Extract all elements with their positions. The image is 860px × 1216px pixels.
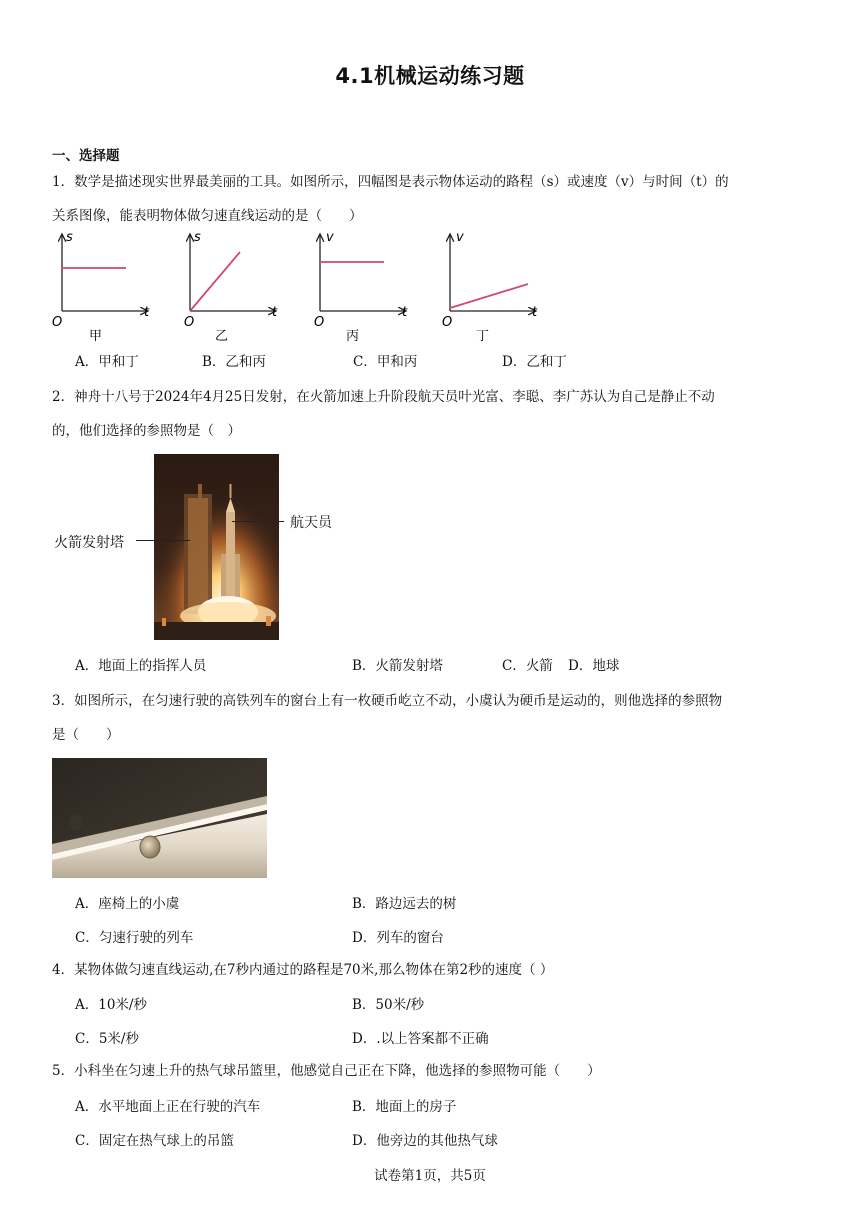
q5-option-c[interactable]: C．固定在热气球上的吊篮 <box>75 1133 234 1149</box>
graph-bing <box>314 230 408 344</box>
question-5-text <box>52 1054 812 1088</box>
page-title: 4.1机械运动练习题 <box>335 64 525 88</box>
tower-pointer-line <box>136 540 190 541</box>
q1-option-a[interactable]: A．甲和丁 <box>75 354 139 370</box>
q5-option-b[interactable]: B．地面上的房子 <box>352 1099 457 1115</box>
graph-jia <box>52 230 150 344</box>
q3-option-c[interactable]: C．匀速行驶的列车 <box>75 930 194 946</box>
question-1-line2: 关系图像，能表明物体做匀速直线运动的是（ ） <box>52 208 363 224</box>
q2-option-c[interactable]: C．火箭 <box>502 658 553 674</box>
astronaut-pointer-line <box>232 521 284 522</box>
q5-option-d[interactable]: D．他旁边的其他热气球 <box>352 1133 498 1149</box>
train-windowsill-photo <box>52 758 267 878</box>
question-1-text <box>52 165 812 233</box>
q4-option-d[interactable]: D．.以上答案都不正确 <box>352 1031 489 1047</box>
graph-yi <box>184 230 278 344</box>
y-axis-label: s <box>66 230 73 245</box>
question-3-text <box>52 684 812 752</box>
question-4-line1: 4．某物体做匀速直线运动,在7秒内通过的路程是70米,那么物体在第2秒的速度（ ） <box>52 962 554 978</box>
origin-label: O <box>52 315 63 330</box>
origin-label: O <box>184 315 195 330</box>
question-2-line2: 的，他们选择的参照物是（ ） <box>52 423 241 439</box>
origin-label: O <box>314 315 325 330</box>
origin-label: O <box>442 315 453 330</box>
q2-option-b[interactable]: B．火箭发射塔 <box>352 658 443 674</box>
x-axis-label: t <box>532 305 538 320</box>
page-footer: 试卷第1页，共5页 <box>374 1168 486 1184</box>
q1-option-d[interactable]: D．乙和丁 <box>502 354 567 370</box>
graph-name: 甲 <box>89 329 103 344</box>
graph-name: 丙 <box>346 329 360 344</box>
q4-option-c[interactable]: C．5米/秒 <box>75 1031 139 1047</box>
x-axis-label: t <box>144 305 150 320</box>
question-3-line2: 是（ ） <box>52 727 120 743</box>
x-axis-label: t <box>402 305 408 320</box>
q1-option-b[interactable]: B．乙和丙 <box>202 354 266 370</box>
graph-line <box>190 252 240 311</box>
q3-option-b[interactable]: B．路边远去的树 <box>352 896 457 912</box>
q3-option-a[interactable]: A．座椅上的小虞 <box>75 896 180 912</box>
q5-option-a[interactable]: A．水平地面上正在行驶的汽车 <box>75 1099 261 1115</box>
question-5-line1: 5．小科坐在匀速上升的热气球吊篮里，他感觉自己正在下降，他选择的参照物可能（ ） <box>52 1063 601 1079</box>
graph-line <box>450 284 528 308</box>
x-axis-label: t <box>272 305 278 320</box>
q4-option-a[interactable]: A．10米/秒 <box>75 997 147 1013</box>
motion-graphs-figure <box>44 228 564 346</box>
graph-name: 乙 <box>215 329 229 344</box>
question-2-text <box>52 380 812 448</box>
question-4-text <box>52 953 812 987</box>
label-astronaut: 航天员 <box>290 515 332 531</box>
q2-option-d[interactable]: D．地球 <box>568 658 620 674</box>
y-axis-label: s <box>194 230 201 245</box>
section-heading: 一、选择题 <box>52 148 120 164</box>
label-launch-tower: 火箭发射塔 <box>54 535 124 551</box>
graph-ding <box>442 230 538 344</box>
rocket-launch-photo <box>154 454 279 640</box>
y-axis-label: v <box>456 230 464 245</box>
q2-option-a[interactable]: A．地面上的指挥人员 <box>75 658 207 674</box>
question-1-line1: 1．数学是描述现实世界最美丽的工具。如图所示，四幅图是表示物体运动的路程（s）或速度（v）与时间（t）的 <box>52 174 729 190</box>
q3-option-d[interactable]: D．列车的窗台 <box>352 930 444 946</box>
graph-name: 丁 <box>476 329 490 344</box>
y-axis-label: v <box>326 230 334 245</box>
question-3-line1: 3．如图所示，在匀速行驶的高铁列车的窗台上有一枚硬币屹立不动，小虞认为硬币是运动的，则他选择的参照物 <box>52 693 723 709</box>
question-2-line1: 2．神舟十八号于2024年4月25日发射，在火箭加速上升阶段航天员叶光富、李聪、李广苏认为自己是静止不动 <box>52 389 715 405</box>
q4-option-b[interactable]: B．50米/秒 <box>352 997 425 1013</box>
q1-option-c[interactable]: C．甲和丙 <box>353 354 418 370</box>
